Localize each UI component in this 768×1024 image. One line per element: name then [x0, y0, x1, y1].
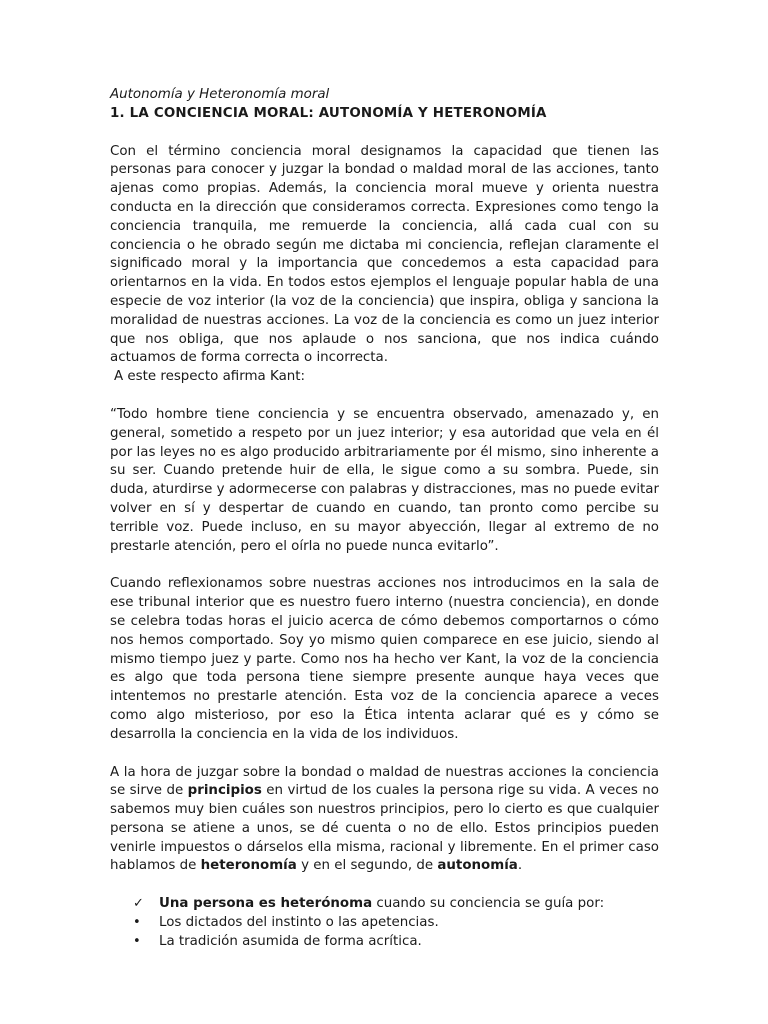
paragraph-principios — [110, 764, 659, 877]
list-item — [133, 914, 659, 933]
list-item-text: La tradición asumida de forma acrítica. — [159, 933, 422, 949]
paragraph-tribunal-interior: Cuando reflexionamos sobre nuestras acciones nos introducimos en la sala de ese tribunal interior que es nuestro fuero interno (nuestra conciencia), en donde se celebra todas horas el juicio acerca de cómo debemos comportarnos o cómo nos hemos comportado. Soy yo mismo quien comparece en ese juicio, siendo al mismo tiempo juez y parte. Como nos ha hecho ver Kant, la voz de la conciencia es algo que toda persona tiene siempre presente aunque haya veces que intentemos no prestarle atención. Esta voz de la conciencia aparece a veces como algo misterioso, por eso la Ética intenta aclarar qué es y cómo se desarrolla la conciencia en la vida de los individuos. — [110, 576, 659, 742]
check-icon: ✓ — [133, 896, 144, 912]
term-autonomia: autonomía — [437, 858, 518, 874]
text-segment: en virtud de los cuales la persona rige su vida. A veces no sabemos muy bien cuáles son nuestros principios, pero lo cierto es que cualquier persona se atiene a unos, se dé cuenta o no de ello. Estos principios pueden venirle impuestos o dárselos ella misma, racional y libremente. En el primer caso hablamos de — [110, 783, 659, 874]
heteronomy-list — [110, 895, 659, 951]
bullet-icon: • — [133, 933, 141, 949]
text-segment: y en el segundo, de — [296, 858, 438, 874]
section-heading: 1. LA CONCIENCIA MORAL: AUTONOMÍA Y HETERONOMÍA — [110, 105, 547, 121]
list-item-text: cuando su conciencia se guía por: — [372, 896, 605, 912]
list-item-bold: Una persona es heterónoma — [159, 896, 373, 912]
text-segment: . — [517, 858, 523, 874]
text-segment: A la hora de juzgar sobre la bondad o maldad de nuestras acciones la conciencia se sirve de — [110, 764, 659, 799]
list-item — [133, 933, 659, 952]
document-subtitle: Autonomía y Heteronomía moral — [110, 87, 330, 102]
bullet-icon: • — [133, 915, 141, 931]
term-principios: principios — [187, 783, 262, 799]
term-heteronomia: heteronomía — [200, 858, 297, 874]
quote-intro: A este respecto afirma Kant: — [114, 369, 306, 385]
paragraph-conciencia-moral: Con el término conciencia moral designamos la capacidad que tienen las personas para conocer y juzgar la bondad o maldad moral de las acciones, tanto ajenas como propias. Además, la conciencia moral mueve y orienta nuestra conducta en la dirección que consideramos correcta. Expresiones como tengo la conciencia tranquila, me remuerde la conciencia, allá cada cual con su conciencia o he obrado según me dictaba mi conciencia, reflejan claramente el significado moral y la importancia que concedemos a esta capacidad para orientarnos en la vida. En todos estos ejemplos el lenguaje popular habla de una especie de voz interior (la voz de la conciencia) que inspira, obliga y sanciona la moralidad de nuestras acciones. La voz de la conciencia es como un juez interior que nos obliga, que nos aplaude o nos sanciona, que nos indica cuándo actuamos de forma correcta o incorrecta. — [110, 143, 659, 366]
list-item-text: Los dictados del instinto o las apetencias. — [159, 915, 439, 931]
list-item-check — [133, 895, 659, 914]
kant-quote: “Todo hombre tiene conciencia y se encuentra observado, amenazado y, en general, sometido a respeto por un juez interior; y esa autoridad que vela en él por las leyes no es algo producido arbitrariamente por él mismo, sino inherente a su ser. Cuando pretende huir de ella, le sigue como a su sombra. Puede, sin duda, aturdirse y adormecerse con palabras y distracciones, mas no puede evitar volver en sí y despertar de cuando en cuando, tan pronto como percibe su terrible voz. Puede incluso, en su mayor abyección, llegar al extremo de no prestarle atención, pero el oírla no puede nunca evitarlo”. — [110, 406, 659, 554]
